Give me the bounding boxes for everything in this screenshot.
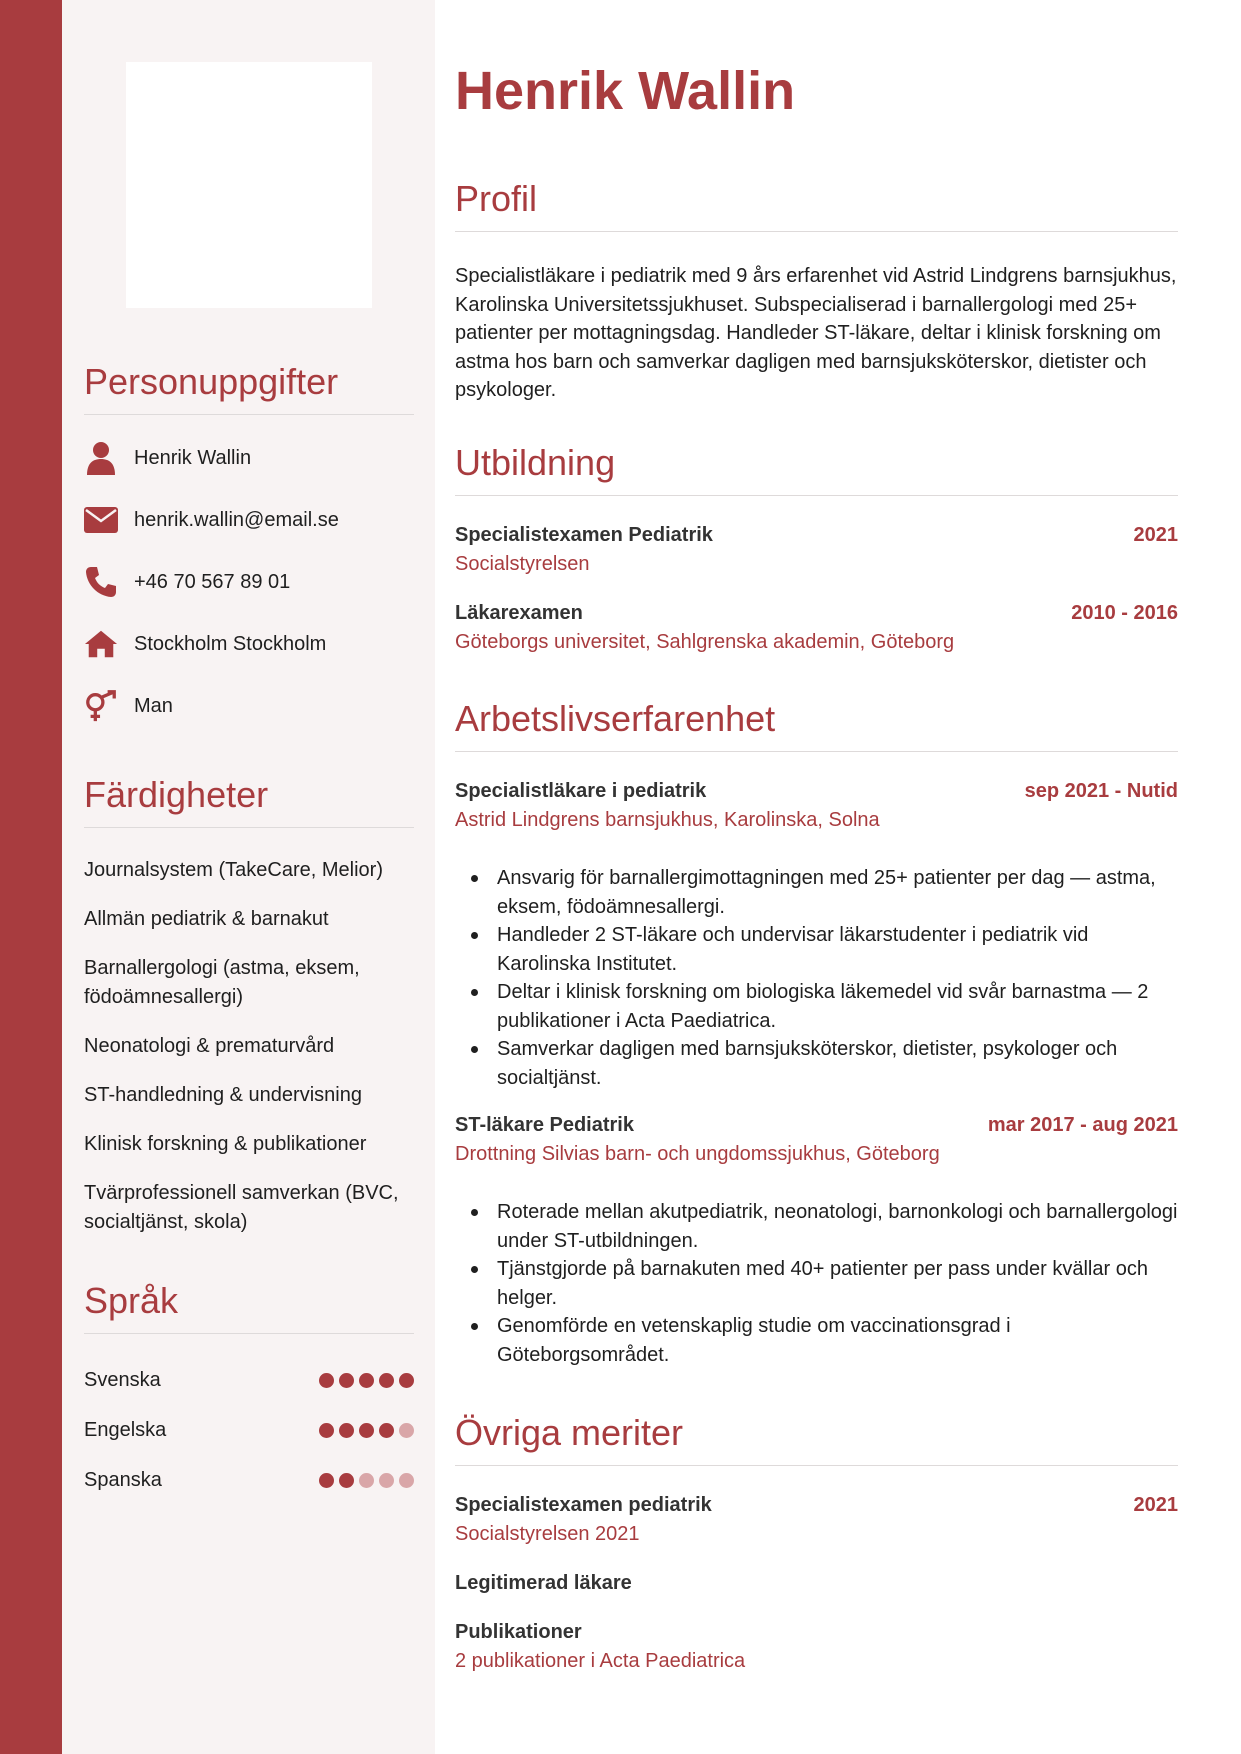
contact-phone	[84, 551, 414, 613]
bullet-item: Handleder 2 ST-läkare och undervisar läkarstudenter i pediatrik vid Karolinska Institutet.	[455, 921, 1178, 978]
language-name: Engelska	[84, 1418, 167, 1441]
bullet-item: Samverkar dagligen med barnsjuksköterskor, dietister, psykologer och socialtjänst.	[455, 1035, 1178, 1092]
skill-item: Neonatologi & prematurvård	[84, 1035, 335, 1057]
language-level-dots	[319, 1473, 414, 1488]
bullet-list	[455, 1198, 1178, 1369]
experience-entry	[455, 780, 1178, 1092]
entry-title: Specialistläkare i pediatrik	[455, 780, 707, 802]
level-dot-filled	[359, 1373, 374, 1388]
level-dot-empty	[359, 1473, 374, 1488]
level-dot-filled	[339, 1473, 354, 1488]
level-dot-filled	[379, 1423, 394, 1438]
bullet-item: Genomförde en vetenskaplig studie om vaccinationsgrad i Göteborgsområdet.	[455, 1312, 1178, 1369]
merit-entry	[455, 1572, 1178, 1595]
education-section	[455, 442, 1178, 654]
bullet-list	[455, 864, 1178, 1092]
level-dot-empty	[399, 1473, 414, 1488]
envelope-icon	[84, 503, 118, 537]
entry-date: mar 2017 - aug 2021	[987, 1114, 1178, 1136]
entry-detail: 2 publikationer i Acta Paediatrica	[455, 1650, 746, 1672]
language-name: Svenska	[84, 1368, 161, 1391]
level-dot-filled	[339, 1423, 354, 1438]
entry-title: Legitimerad läkare	[455, 1572, 632, 1594]
level-dot-filled	[359, 1423, 374, 1438]
level-dot-empty	[399, 1423, 414, 1438]
entry-employer: Drottning Silvias barn- och ungdomssjukhus, Göteborg	[455, 1143, 940, 1165]
languages-heading: Språk	[84, 1283, 414, 1334]
language-row	[84, 1355, 414, 1405]
experience-section	[455, 698, 1178, 1369]
level-dot-filled	[319, 1473, 334, 1488]
entry-date: 2010 - 2016	[1071, 602, 1178, 624]
contact-address-text: Stockholm Stockholm	[134, 632, 327, 655]
merit-entry	[455, 1494, 1178, 1546]
entry-title: Publikationer	[455, 1621, 582, 1643]
entry-title: Specialistexamen Pediatrik	[455, 524, 713, 546]
personal-info-heading: Personuppgifter	[84, 364, 414, 415]
merit-entry	[455, 1621, 1178, 1673]
contact-email-text[interactable]: henrik.wallin@email.se	[134, 508, 339, 531]
language-level-dots	[319, 1423, 414, 1438]
level-dot-empty	[379, 1473, 394, 1488]
user-icon	[84, 441, 118, 475]
other-merits-heading: Övriga meriter	[455, 1415, 1178, 1466]
accent-stripe	[0, 0, 62, 1754]
entry-title: ST-läkare Pediatrik	[455, 1114, 634, 1136]
skills-section	[84, 774, 414, 1237]
gender-icon	[84, 689, 118, 723]
contact-gender-text: Man	[134, 694, 173, 717]
other-merits-section	[455, 1412, 1178, 1673]
education-entry	[455, 524, 1178, 576]
bullet-item: Roterade mellan akutpediatrik, neonatologi, barnonkologi och barnallergologi under ST-utbildningen.	[455, 1198, 1178, 1255]
experience-entry	[455, 1114, 1178, 1369]
languages-section	[84, 1280, 414, 1505]
contact-phone-text[interactable]: +46 70 567 89 01	[134, 570, 291, 593]
profile-section	[455, 178, 1178, 405]
entry-institution: Göteborgs universitet, Sahlgrenska akademin, Göteborg	[455, 631, 955, 653]
education-heading: Utbildning	[455, 445, 1178, 496]
profile-text: Specialistläkare i pediatrik med 9 års erfarenhet vid Astrid Lindgrens barnsjukhus, Karolinska Universitetssjukhuset. Subspecialiserad i barnallergologi med 25+ patienter per mottagningsdag. Handleder ST-läkare, deltar i klinisk forskning om astma hos barn och samverkar dagligen med barnsjuksköterskor, dietister och psykologer.	[455, 265, 1177, 401]
skill-item: Tvärprofessionell samverkan (BVC, socialtjänst, skola)	[84, 1182, 399, 1233]
language-row	[84, 1455, 414, 1505]
skill-item: Allmän pediatrik & barnakut	[84, 908, 329, 930]
contact-gender	[84, 675, 414, 737]
experience-heading: Arbetslivserfarenhet	[455, 701, 1178, 752]
contact-name-text: Henrik Wallin	[134, 446, 252, 469]
bullet-item: Tjänstgjorde på barnakuten med 40+ patienter per pass under kvällar och helger.	[455, 1255, 1178, 1312]
education-entry	[455, 602, 1178, 654]
skill-item: ST-handledning & undervisning	[84, 1084, 362, 1106]
contact-email	[84, 489, 414, 551]
skill-item: Journalsystem (TakeCare, Melior)	[84, 859, 383, 881]
level-dot-filled	[319, 1373, 334, 1388]
entry-title: Specialistexamen pediatrik	[455, 1494, 712, 1516]
personal-info-section	[84, 361, 414, 737]
skill-item: Klinisk forskning & publikationer	[84, 1133, 367, 1155]
entry-issuer: Socialstyrelsen 2021	[455, 1523, 640, 1545]
level-dot-filled	[379, 1373, 394, 1388]
entry-title: Läkarexamen	[455, 602, 583, 624]
language-row	[84, 1405, 414, 1455]
entry-date: 2021	[1133, 1494, 1178, 1516]
level-dot-filled	[399, 1373, 414, 1388]
bullet-item: Deltar i klinisk forskning om biologiska läkemedel vid svår barnastma — 2 publikationer i Acta Paediatrica.	[455, 978, 1178, 1035]
entry-date: 2021	[1133, 524, 1178, 546]
contact-name	[84, 427, 414, 489]
home-icon	[84, 627, 118, 661]
bullet-item: Ansvarig för barnallergimottagningen med 25+ patienter per dag — astma, eksem, födoämnesallergi.	[455, 864, 1178, 921]
candidate-name: Henrik Wallin	[455, 61, 796, 121]
language-level-dots	[319, 1373, 414, 1388]
level-dot-filled	[319, 1423, 334, 1438]
entry-employer: Astrid Lindgrens barnsjukhus, Karolinska, Solna	[455, 809, 880, 831]
profile-photo-placeholder	[126, 62, 372, 308]
language-name: Spanska	[84, 1468, 162, 1491]
entry-institution: Socialstyrelsen	[455, 553, 590, 575]
skills-heading: Färdigheter	[84, 777, 414, 828]
phone-icon	[84, 565, 118, 599]
contact-address	[84, 613, 414, 675]
level-dot-filled	[339, 1373, 354, 1388]
entry-date: sep 2021 - Nutid	[1024, 780, 1178, 802]
profile-heading: Profil	[455, 181, 1178, 232]
skill-item: Barnallergologi (astma, eksem, födoämnesallergi)	[84, 957, 360, 1008]
